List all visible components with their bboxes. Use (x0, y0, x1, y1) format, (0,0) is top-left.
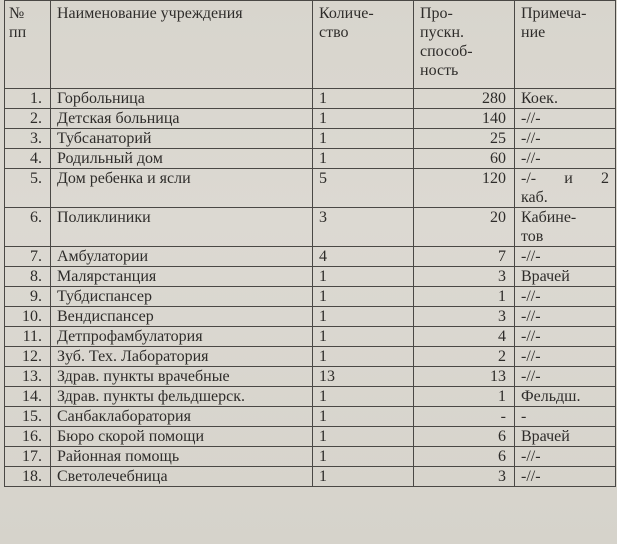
header-note (515, 1, 616, 89)
note-cell (515, 387, 616, 407)
table-row (5, 169, 616, 208)
note-text: -//- (521, 248, 541, 265)
quantity-cell: 1 (313, 447, 414, 467)
institution-name: Родильный дом (51, 149, 313, 169)
capacity-cell: 60 (414, 149, 515, 169)
note-text: -/- (521, 170, 537, 187)
note-cell (515, 307, 616, 327)
quantity-cell: 1 (313, 129, 414, 149)
header-text: способ- (420, 43, 473, 60)
note-text: Врачей (521, 428, 570, 445)
note-text: Фельдш. (521, 388, 581, 405)
table-row (5, 307, 616, 327)
table-header-row (5, 1, 616, 89)
table-row (5, 327, 616, 347)
header-number (5, 1, 51, 89)
note-text: -//- (521, 468, 541, 485)
table-row (5, 149, 616, 169)
capacity-cell: 3 (414, 467, 515, 487)
quantity-cell: 1 (313, 467, 414, 487)
header-text: Примеча- (521, 5, 587, 22)
header-capacity (414, 1, 515, 89)
capacity-cell: 7 (414, 247, 515, 267)
note-text: Коек. (521, 90, 558, 107)
document-page (4, 0, 615, 487)
note-text: -//- (521, 130, 541, 147)
header-text: ность (420, 62, 459, 79)
capacity-cell: 25 (414, 129, 515, 149)
note-text: и (564, 170, 573, 187)
quantity-cell: 4 (313, 247, 414, 267)
note-text: -//- (521, 368, 541, 385)
capacity-cell: 140 (414, 109, 515, 129)
quantity-cell: 1 (313, 327, 414, 347)
capacity-cell: 1 (414, 387, 515, 407)
institution-name: Тубдиспансер (51, 287, 313, 307)
note-text: тов (521, 228, 544, 245)
capacity-cell: 3 (414, 307, 515, 327)
header-name (51, 1, 313, 89)
table-row (5, 347, 616, 367)
quantity-cell: 1 (313, 427, 414, 447)
institution-name: Амбулатории (51, 247, 313, 267)
note-text: -//- (521, 110, 541, 127)
capacity-cell: 3 (414, 267, 515, 287)
quantity-cell: 1 (313, 307, 414, 327)
table-row (5, 89, 616, 109)
note-cell (515, 169, 616, 208)
quantity-cell: 1 (313, 407, 414, 427)
quantity-cell: 1 (313, 109, 414, 129)
header-text: № (9, 5, 25, 22)
quantity-cell: 1 (313, 267, 414, 287)
quantity-cell: 5 (313, 169, 414, 208)
note-text: -//- (521, 288, 541, 305)
row-number: 1. (5, 89, 51, 109)
capacity-cell: 1 (414, 287, 515, 307)
row-number: 13. (5, 367, 51, 387)
note-text: каб. (521, 189, 548, 206)
capacity-cell: 13 (414, 367, 515, 387)
row-number: 10. (5, 307, 51, 327)
quantity-cell: 13 (313, 367, 414, 387)
note-cell (515, 327, 616, 347)
header-text: ние (521, 24, 546, 41)
quantity-cell: 1 (313, 149, 414, 169)
institution-name: Дом ребенка и ясли (51, 169, 313, 208)
institution-name: Малярстанция (51, 267, 313, 287)
header-text: пп (9, 24, 27, 41)
institution-name: Районная помощь (51, 447, 313, 467)
institution-name: Поликлиники (51, 208, 313, 247)
note-cell (515, 247, 616, 267)
note-cell (515, 347, 616, 367)
quantity-cell: 3 (313, 208, 414, 247)
row-number: 18. (5, 467, 51, 487)
note-cell (515, 109, 616, 129)
capacity-cell: - (414, 407, 515, 427)
note-text: -//- (521, 150, 541, 167)
institution-name: Бюро скорой помощи (51, 427, 313, 447)
capacity-cell: 4 (414, 327, 515, 347)
header-text: Количе- (319, 5, 374, 22)
institution-name: Светолечебница (51, 467, 313, 487)
institutions-table (4, 0, 616, 487)
note-text: 2 (600, 170, 609, 187)
capacity-cell: 280 (414, 89, 515, 109)
header-text: Наименование учреждения (57, 5, 243, 22)
note-cell (515, 367, 616, 387)
row-number: 12. (5, 347, 51, 367)
table-row (5, 367, 616, 387)
note-cell (515, 287, 616, 307)
capacity-cell: 2 (414, 347, 515, 367)
capacity-cell: 6 (414, 447, 515, 467)
note-text: -//- (521, 448, 541, 465)
table-row (5, 267, 616, 287)
row-number: 17. (5, 447, 51, 467)
note-cell (515, 149, 616, 169)
note-cell (515, 447, 616, 467)
note-text: Кабине- (521, 209, 577, 226)
institution-name: Санбаклаборатория (51, 407, 313, 427)
capacity-cell: 120 (414, 169, 515, 208)
quantity-cell: 1 (313, 347, 414, 367)
row-number: 8. (5, 267, 51, 287)
row-number: 15. (5, 407, 51, 427)
row-number: 9. (5, 287, 51, 307)
note-text: Врачей (521, 268, 570, 285)
capacity-cell: 20 (414, 208, 515, 247)
institution-name: Здрав. пункты врачебные (51, 367, 313, 387)
header-text: пускн. (420, 24, 464, 41)
institution-name: Тубсанаторий (51, 129, 313, 149)
row-number: 7. (5, 247, 51, 267)
note-line (521, 169, 609, 188)
header-text: Про- (420, 5, 453, 22)
table-row (5, 407, 616, 427)
quantity-cell: 1 (313, 287, 414, 307)
note-cell (515, 208, 616, 247)
quantity-cell: 1 (313, 387, 414, 407)
row-number: 2. (5, 109, 51, 129)
row-number: 11. (5, 327, 51, 347)
note-text: -//- (521, 308, 541, 325)
capacity-cell: 6 (414, 427, 515, 447)
table-body (5, 89, 616, 487)
note-cell (515, 129, 616, 149)
row-number: 5. (5, 169, 51, 208)
note-cell (515, 267, 616, 287)
note-cell (515, 89, 616, 109)
note-cell (515, 407, 616, 427)
table-row (5, 109, 616, 129)
table-row (5, 427, 616, 447)
quantity-cell: 1 (313, 89, 414, 109)
note-text: -//- (521, 328, 541, 345)
note-cell (515, 467, 616, 487)
row-number: 16. (5, 427, 51, 447)
institution-name: Здрав. пункты фельдшерск. (51, 387, 313, 407)
table-row (5, 208, 616, 247)
row-number: 6. (5, 208, 51, 247)
note-cell (515, 427, 616, 447)
table-row (5, 467, 616, 487)
row-number: 3. (5, 129, 51, 149)
row-number: 4. (5, 149, 51, 169)
table-row (5, 447, 616, 467)
institution-name: Вендиспансер (51, 307, 313, 327)
header-text: ство (319, 24, 349, 41)
header-quantity (313, 1, 414, 89)
table-row (5, 247, 616, 267)
table-row (5, 287, 616, 307)
note-text: -//- (521, 348, 541, 365)
note-text: - (521, 408, 527, 425)
table-row (5, 129, 616, 149)
institution-name: Зуб. Тех. Лаборатория (51, 347, 313, 367)
institution-name: Детпрофамбулатория (51, 327, 313, 347)
institution-name: Детская больница (51, 109, 313, 129)
institution-name: Горбольница (51, 89, 313, 109)
row-number: 14. (5, 387, 51, 407)
table-row (5, 387, 616, 407)
